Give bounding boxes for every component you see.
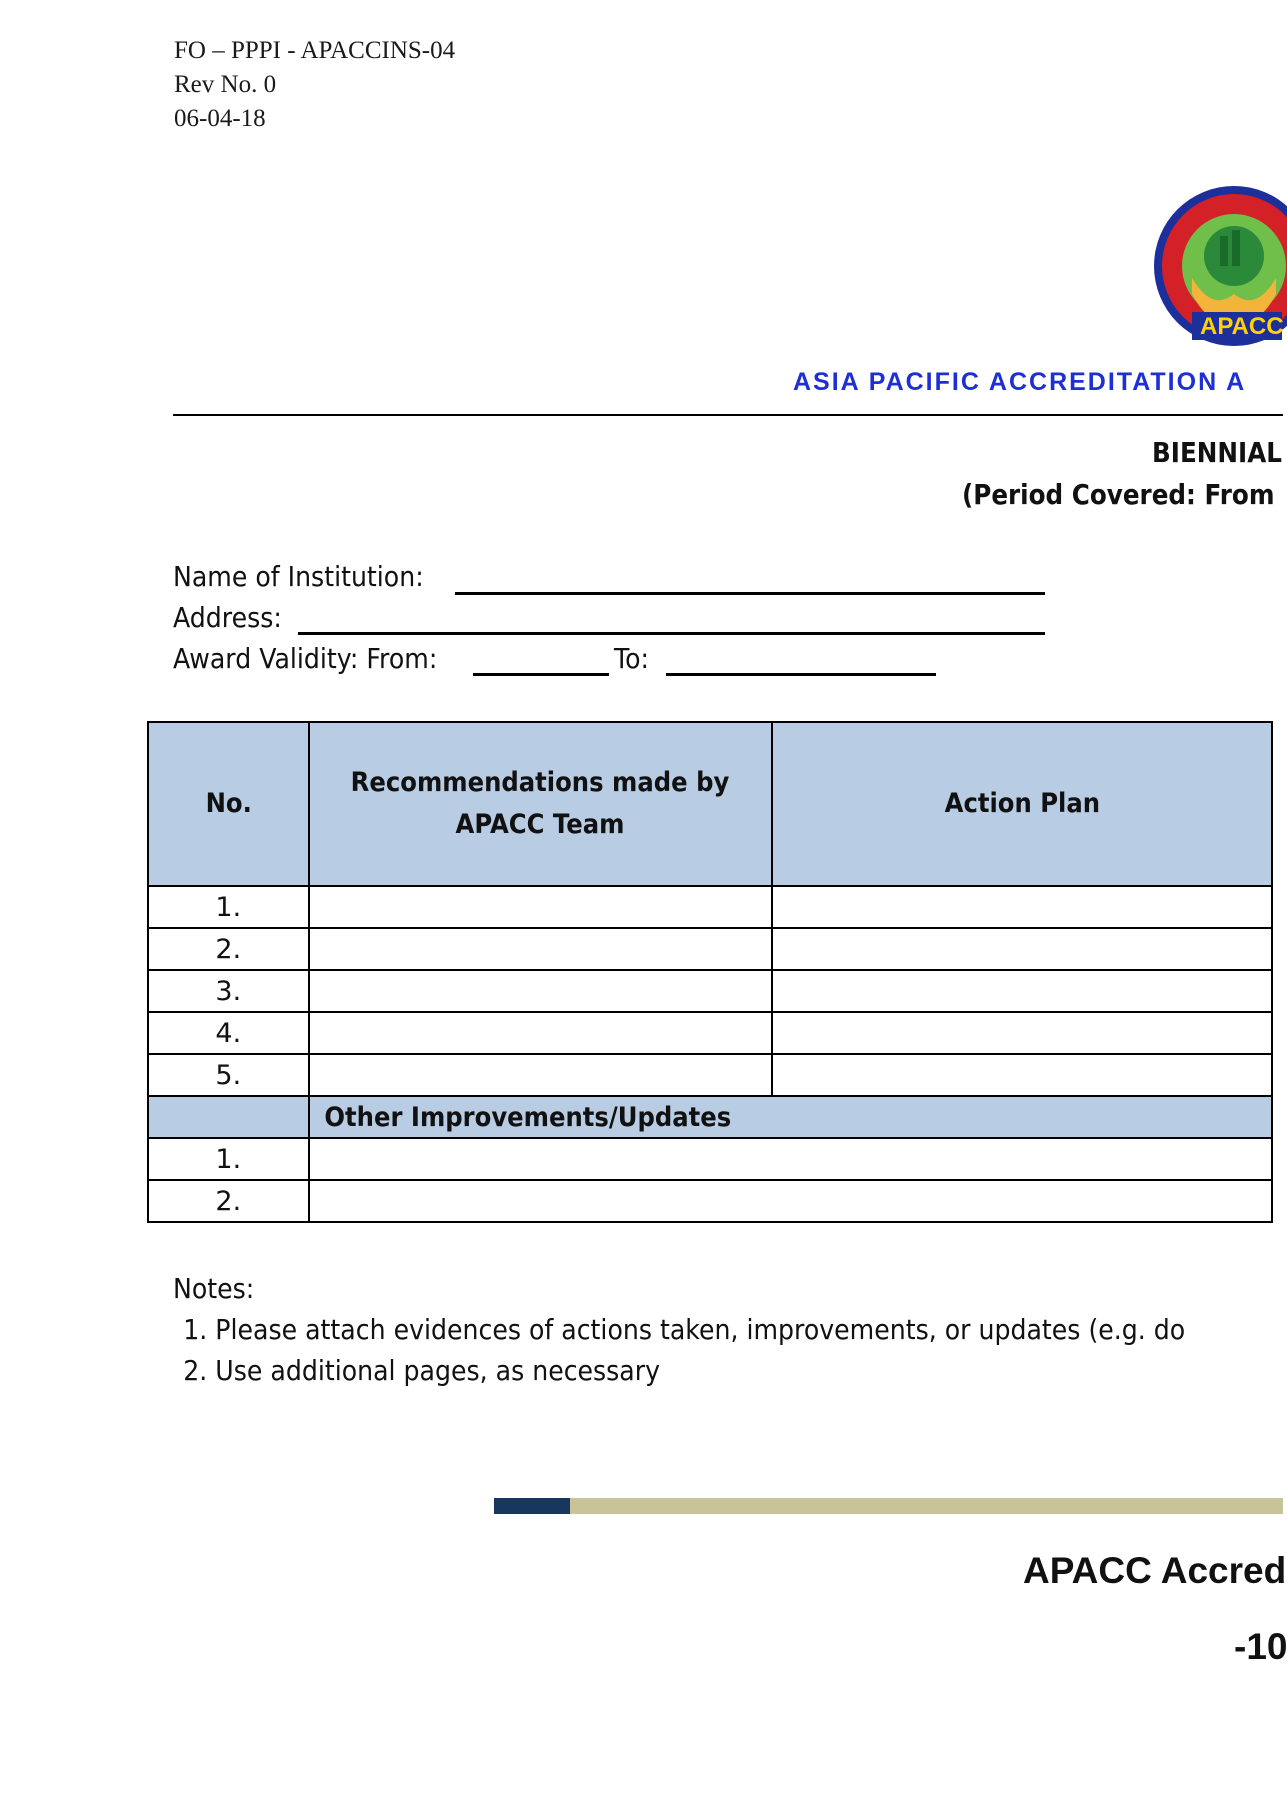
organization-name: ASIA PACIFIC ACCREDITATION A [793,368,1247,396]
table-row [148,970,1272,1012]
address-line[interactable] [298,632,1045,635]
row-number: 1. [148,1138,309,1180]
footer-title: APACC Accred [1023,1550,1287,1591]
header-no: No. [148,722,309,886]
apacc-logo [1152,182,1282,354]
note-item: 1. Please attach evidences of actions taken, improvements, or updates (e.g. do [215,1309,1185,1350]
row-number: 2. [148,928,309,970]
notes-heading: Notes: [173,1272,255,1305]
validity-from-label: Award Validity: From: [173,642,438,675]
row-number: 5. [148,1054,309,1096]
recommendation-cell[interactable] [309,1012,773,1054]
improvement-cell[interactable] [309,1180,1272,1222]
header-rule [173,414,1283,416]
recommendation-cell[interactable] [309,1054,773,1096]
improvement-cell[interactable] [309,1138,1272,1180]
action-plan-cell[interactable] [772,1012,1272,1054]
table-row [148,886,1272,928]
action-plan-cell[interactable] [772,1054,1272,1096]
note-item: 2. Use additional pages, as necessary [215,1350,1185,1391]
table-row [148,1138,1272,1180]
table-row [148,1180,1272,1222]
validity-to-label: To: [614,642,650,675]
footer-bar-navy [494,1498,570,1514]
table-row [148,1012,1272,1054]
recommendation-cell[interactable] [309,886,773,928]
period-covered: (Period Covered: From [962,478,1275,511]
logo-text: APACC [1200,313,1284,340]
row-number: 4. [148,1012,309,1054]
revision-number: Rev No. 0 [174,71,277,98]
revision-date: 06-04-18 [174,105,266,132]
document-code-block [174,34,455,136]
validity-from-line[interactable] [473,673,609,676]
page-number: -10 [1234,1626,1287,1667]
row-number: 1. [148,886,309,928]
section-blank-cell [148,1096,309,1138]
form-code: FO – PPPI - APACCINS-04 [174,37,456,64]
action-plan-cell[interactable] [772,886,1272,928]
footer-bar-olive [570,1498,1283,1514]
row-number: 3. [148,970,309,1012]
header-action-plan: Action Plan [772,722,1272,886]
other-improvements-section-row [148,1096,1272,1138]
institution-line[interactable] [455,592,1045,595]
address-label: Address: [173,601,282,634]
action-plan-cell[interactable] [772,970,1272,1012]
recommendation-cell[interactable] [309,928,773,970]
report-title: BIENNIAL [1152,436,1282,469]
action-plan-table [147,721,1273,1223]
recommendation-cell[interactable] [309,970,773,1012]
table-row [148,928,1272,970]
validity-to-line[interactable] [666,673,936,676]
header-recommendations: Recommendations made by APACC Team [309,722,773,886]
notes-block [173,1268,1185,1391]
row-number: 2. [148,1180,309,1222]
section-label-cell: Other Improvements/Updates [309,1096,1272,1138]
table-row [148,1054,1272,1096]
action-plan-cell[interactable] [772,928,1272,970]
institution-label: Name of Institution: [173,560,424,593]
table-header-row [148,722,1272,886]
